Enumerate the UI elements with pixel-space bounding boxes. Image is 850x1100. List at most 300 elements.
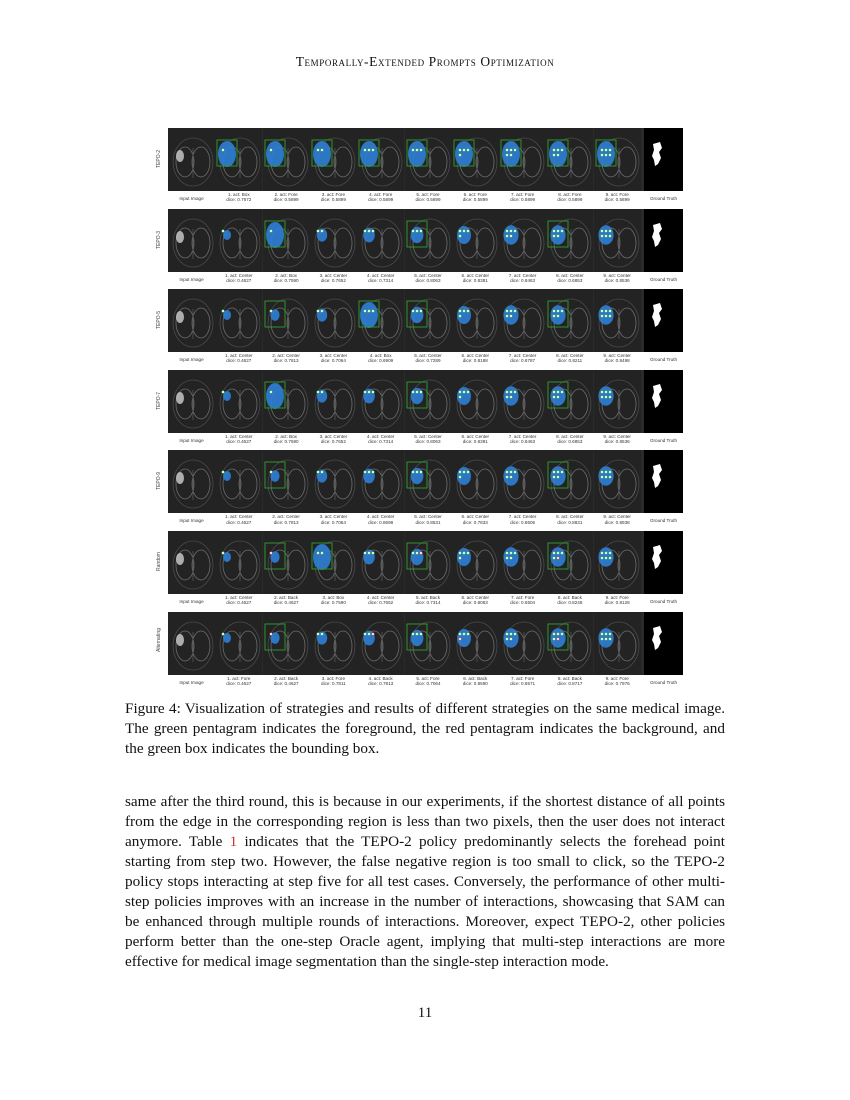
step-segmentation-image [310,612,357,675]
step-image-cell [357,450,404,513]
step-captions [168,595,683,609]
step-caption [263,192,310,202]
paragraph-text-2: indicates that the TEPO-2 policy predominantly selects the forehead point starting from step two. However, the false negative region is too small to click, so the TEPO-2 policy stops interacting at step five for all test cases. Conversely, the performance of other multi-step policies improves with an increase in the number of interactions, showcasing that SAM can be enhanced through multiple rounds of interactions. Moreover, expect TEPO-2, other policies perform better than the one-step Oracle agent, implying that multi-step interactions are more effective for medical image segmentation than the single-step interaction mode. [125,833,725,970]
step-segmentation-image [499,370,546,433]
step-dice-score: dice: 0.7813 [368,680,394,686]
step-image-cell [594,370,641,433]
input-ct-image [168,370,215,433]
step-caption [357,514,404,524]
step-image-cell [310,128,357,191]
ground-truth-mask [644,370,683,433]
step-image-cell [594,209,641,272]
step-image-cell [405,289,452,352]
ground-truth-label: Ground Truth [649,437,678,443]
step-caption [310,676,357,686]
step-image-cell [594,289,641,352]
step-image-cell [546,209,593,272]
step-image-cell [263,209,310,272]
step-image-cell [310,289,357,352]
step-segmentation-image [215,289,262,352]
step-dice-score: dice: 0.4627 [273,600,299,606]
step-caption [405,676,452,686]
step-dice-score: dice: 0.7590 [320,600,346,606]
step-image-cell [310,450,357,513]
step-caption [452,676,499,686]
step-caption [499,676,546,686]
step-caption [263,434,310,444]
step-segmentation-image [405,531,452,594]
step-caption [215,595,262,605]
step-dice-score: dice: 0.7064 [320,358,346,364]
step-dice-score: dice: 0.5899 [320,197,346,203]
step-caption [452,192,499,202]
step-action-label: 3. act: Box [322,594,345,600]
step-action-label: 3. act: Center [319,353,348,359]
ground-truth-mask [644,289,683,352]
step-caption [594,514,641,524]
step-dice-score: dice: 0.5899 [273,197,299,203]
step-action-label: 9. act: Center [603,272,631,278]
step-caption [405,434,452,444]
row-strategy-label: TEPO-2 [156,149,162,168]
step-image-cell [310,370,357,433]
strategy-row [156,209,683,290]
step-segmentation-image [452,289,499,352]
step-dice-score: dice: 0.8717 [557,680,583,686]
strategy-row [156,612,683,693]
step-caption [405,514,452,524]
step-dice-score: dice: 0.8128 [604,600,630,606]
step-image-cell [499,370,546,433]
step-dice-score: dice: 0.8211 [557,358,583,364]
step-segmentation-image [452,612,499,675]
step-caption [452,434,499,444]
step-dice-score: dice: 0.7813 [273,519,299,525]
step-action-label: 1. act: Center [225,433,253,439]
step-caption [357,676,404,686]
step-dice-score: dice: 0.7590 [273,438,299,444]
step-segmentation-image [405,209,452,272]
step-caption [499,192,546,202]
step-segmentation-image [594,370,641,433]
ground-truth-mask [644,531,683,594]
step-segmentation-image [357,612,404,675]
step-captions [168,676,683,690]
step-dice-score: dice: 0.8248 [557,600,583,606]
step-caption [263,273,310,283]
step-dice-score: dice: 0.7652 [320,277,346,283]
step-dice-score: dice: 0.8063 [462,600,488,606]
step-image-cell [357,612,404,675]
ground-truth-cell [644,289,683,352]
step-caption [594,192,641,202]
step-segmentation-image [357,289,404,352]
step-caption [452,273,499,283]
step-image-cell [215,450,262,513]
step-action-label: 2. act: Center [272,353,300,359]
step-segmentation-image [499,209,546,272]
step-dice-score: dice: 0.8536 [604,277,630,283]
step-dice-score: dice: 0.8531 [415,519,441,525]
step-dice-score: dice: 0.8381 [462,438,488,444]
input-ct-image [168,612,215,675]
step-image-cell [405,450,452,513]
step-segmentation-image [215,209,262,272]
step-dice-score: dice: 0.6909 [368,358,394,364]
step-caption [452,595,499,605]
step-dice-score: dice: 0.4627 [226,277,252,283]
step-caption [215,434,262,444]
step-caption [546,595,593,605]
step-segmentation-image [594,289,641,352]
step-dice-score: dice: 0.7813 [273,358,299,364]
step-image-cell [594,531,641,594]
step-image-cell [357,209,404,272]
step-image-cell [546,128,593,191]
step-image-cell [357,289,404,352]
step-dice-score: dice: 0.6787 [510,358,536,364]
step-segmentation-image [215,612,262,675]
strategy-row [156,450,683,531]
step-caption [215,192,262,202]
step-caption [546,676,593,686]
ground-truth-cell [644,450,683,513]
step-action-label: 7. act: Center [508,353,537,359]
step-segmentation-image [263,209,310,272]
ground-truth-cell [644,531,683,594]
step-segmentation-image [546,289,593,352]
step-caption [594,595,641,605]
input-image-cell [168,289,215,352]
step-caption [594,353,641,363]
ground-truth-cell [644,370,683,433]
step-action-label: 7. act: Fore [510,594,535,600]
ground-truth-mask [644,450,683,513]
ground-truth-label: Ground Truth [649,679,678,685]
step-image-cell [452,209,499,272]
step-segmentation-image [405,612,452,675]
step-image-cell [452,370,499,433]
step-caption [405,192,452,202]
step-image-cell [263,370,310,433]
step-caption [310,595,357,605]
step-dice-score: dice: 0.7833 [462,519,488,525]
step-caption [546,273,593,283]
step-dice-score: dice: 0.8498 [604,358,630,364]
step-segmentation-image [263,450,310,513]
input-image-label: Input Image [179,196,204,201]
step-action-label: 8. act: Center [556,353,584,359]
step-action-label: 3. act: Fore [321,675,345,681]
step-action-label: 7. act: Fore [510,675,535,681]
input-ct-image [168,209,215,272]
step-action-label: 8. act: Center [556,272,584,278]
step-segmentation-image [499,450,546,513]
step-segmentation-image [310,370,357,433]
step-segmentation-image [499,289,546,352]
step-caption [357,353,404,363]
step-dice-score: dice: 0.7064 [415,680,441,686]
step-segmentation-image [546,531,593,594]
step-image-cell [215,209,262,272]
input-image-label: Input Image [179,598,204,604]
step-segmentation-image [594,450,641,513]
input-ct-image [168,531,215,594]
step-segmentation-image [405,370,452,433]
step-segmentation-image [215,450,262,513]
step-segmentation-image [452,128,499,191]
step-dice-score: dice: 0.4627 [226,680,252,686]
step-caption [215,353,262,363]
step-image-cell [263,289,310,352]
step-dice-score: dice: 0.8698 [368,519,394,525]
step-action-label: 5. act: Center [414,272,442,278]
step-action-label: 8. act: Back [557,594,582,600]
step-action-label: 6. act: Center [461,594,490,600]
step-action-label: 5. act: Center [414,353,442,359]
step-dice-score: dice: 0.7314 [368,277,394,283]
paragraph-text-1: same after the third round, this is because in our experiments, if the shortest distance of all points from the edge in the corresponding region is less than two pixels, then the user does not interact anymore. Table [125,793,725,850]
step-image-cell [357,370,404,433]
step-action-label: 4. act: Back [368,675,393,681]
step-dice-score: dice: 0.8063 [415,438,441,444]
step-dice-score: dice: 0.5899 [462,197,488,203]
step-caption [405,595,452,605]
step-dice-score: dice: 0.8938 [604,519,630,525]
step-action-label: 9. act: Fore [605,192,629,197]
step-action-label: 1. act: Center [225,272,253,278]
step-image-cell [546,531,593,594]
step-action-label: 9. act: Center [603,353,631,359]
ground-truth-label: Ground Truth [649,598,678,604]
step-segmentation-image [405,450,452,513]
step-captions [168,192,683,206]
input-ct-image [168,128,215,191]
step-action-label: 2. act: Back [274,675,299,681]
running-header: Temporally-Extended Prompts Optimization [295,54,555,69]
step-segmentation-image [452,209,499,272]
step-action-label: 5. act: Fore [416,192,440,197]
step-caption [405,353,452,363]
step-dice-score: dice: 0.4627 [273,680,299,686]
step-dice-score: dice: 0.4627 [226,358,252,364]
step-segmentation-image [594,128,641,191]
step-dice-score: dice: 0.8188 [462,358,488,364]
table-reference-link[interactable]: 1 [229,833,238,850]
step-image-cell [263,450,310,513]
step-image-cell [594,450,641,513]
step-action-label: 1. act: Center [225,594,253,600]
step-segmentation-image [546,209,593,272]
step-caption [357,273,404,283]
ground-truth-label: Ground Truth [649,357,678,363]
step-segmentation-image [546,450,593,513]
input-image-cell [168,450,215,513]
step-action-label: 7. act: Center [508,433,537,439]
step-segmentation-image [215,531,262,594]
step-image-cell [405,531,452,594]
step-image-cell [405,612,452,675]
step-image-cell [263,531,310,594]
step-action-label: 8. act: Back [557,675,582,681]
step-dice-score: dice: 0.8381 [462,277,488,283]
step-captions [168,514,683,528]
figure-caption: Figure 4: Visualization of strategies and results of different strategies on the same medical image. The green pentagram indicates the foreground, the red pentagram indicates the background, and the green box indicates the bounding box. [125,700,725,757]
step-dice-score: dice: 0.7811 [321,680,346,686]
step-image-cell [499,128,546,191]
step-segmentation-image [357,128,404,191]
step-segmentation-image [310,450,357,513]
input-image-label: Input Image [179,679,204,685]
step-caption [263,595,310,605]
step-action-label: 9. act: Fore [605,594,629,600]
step-caption [499,434,546,444]
step-dice-score: dice: 0.5899 [604,197,630,203]
input-image-cell [168,531,215,594]
step-image-cell [263,128,310,191]
step-image-cell [215,370,262,433]
step-dice-score: dice: 0.7652 [320,438,346,444]
step-action-label: 1. act: Center [225,514,253,520]
step-captions [168,353,683,367]
step-image-cell [452,128,499,191]
step-dice-score: dice: 0.8536 [604,438,630,444]
input-ct-image [168,289,215,352]
step-caption [499,353,546,363]
step-image-cell [546,289,593,352]
step-action-label: 2. act: Center [272,514,300,520]
step-caption [594,676,641,686]
step-image-cell [546,612,593,675]
step-image-cell [452,289,499,352]
input-image-label: Input Image [179,518,204,524]
step-action-label: 4. act: Center [366,272,395,278]
strategy-row [156,531,683,612]
step-image-cell [499,531,546,594]
step-caption [310,192,357,202]
ground-truth-mask [644,612,683,675]
step-segmentation-image [405,128,452,191]
step-action-label: 2. act: Box [275,433,297,439]
step-image-cell [499,209,546,272]
step-action-label: 6. act: Center [461,272,490,278]
step-dice-score: dice: 0.5899 [415,197,441,203]
step-action-label: 8. act: Fore [558,192,582,197]
step-image-cell [215,612,262,675]
ground-truth-cell [644,612,683,675]
step-caption [263,353,310,363]
step-action-label: 1. act: Fore [227,675,251,681]
step-image-cell [452,531,499,594]
step-segmentation-image [546,612,593,675]
step-action-label: 9. act: Fore [605,675,629,681]
step-segmentation-image [546,128,593,191]
step-image-cell [499,450,546,513]
step-action-label: 5. act: Center [414,433,442,439]
step-action-label: 7. act: Fore [510,192,535,197]
step-action-label: 5. act: Center [414,514,442,520]
step-action-label: 6. act: Fore [463,192,487,197]
step-image-cell [499,612,546,675]
step-image-cell [452,612,499,675]
step-action-label: 8. act: Center [556,514,584,520]
step-image-cell [594,128,641,191]
step-dice-score: dice: 0.5899 [368,197,394,203]
row-strategy-label: Random [156,552,162,571]
strategy-row [156,128,683,209]
step-image-cell [546,450,593,513]
step-dice-score: dice: 0.4627 [226,519,252,525]
step-image-cell [546,370,593,433]
step-segmentation-image [310,289,357,352]
step-action-label: 3. act: Center [319,514,348,520]
step-caption [594,434,641,444]
step-segmentation-image [263,612,310,675]
ground-truth-cell [644,209,683,272]
input-image-label: Input Image [179,437,204,443]
step-caption [499,595,546,605]
step-action-label: 5. act: Fore [416,675,440,681]
step-dice-score: dice: 0.5899 [510,197,536,203]
step-segmentation-image [263,531,310,594]
strategy-figure [156,128,683,692]
row-strategy-label: TEPO-7 [156,391,162,410]
step-image-cell [215,531,262,594]
step-action-label: 5. act: Back [415,594,440,600]
step-segmentation-image [357,450,404,513]
step-segmentation-image [310,209,357,272]
step-dice-score: dice: 0.8463 [510,438,536,444]
step-dice-score: dice: 0.6853 [557,277,583,283]
step-image-cell [594,612,641,675]
step-image-cell [357,128,404,191]
step-caption [263,676,310,686]
page-number: 11 [417,1005,433,1021]
strategy-row [156,370,683,451]
step-caption [357,434,404,444]
step-action-label: 3. act: Center [319,272,348,278]
step-action-label: 6. act: Center [461,433,490,439]
ground-truth-mask [644,128,683,191]
input-image-cell [168,612,215,675]
input-image-cell [168,370,215,433]
step-dice-score: dice: 0.7064 [320,519,346,525]
step-image-cell [405,209,452,272]
step-segmentation-image [215,128,262,191]
step-action-label: 6. act: Center [461,353,490,359]
step-caption [499,514,546,524]
input-image-cell [168,209,215,272]
step-dice-score: dice: 0.8605 [510,519,536,525]
ground-truth-label: Ground Truth [649,196,678,201]
step-segmentation-image [357,531,404,594]
step-segmentation-image [357,370,404,433]
step-dice-score: dice: 0.7976 [604,680,630,686]
step-action-label: 4. act: Box [369,353,392,359]
step-action-label: 4. act: Center [366,514,395,520]
step-caption [215,676,262,686]
step-action-label: 4. act: Fore [369,192,393,197]
step-segmentation-image [310,531,357,594]
step-segmentation-image [499,531,546,594]
step-dice-score: dice: 0.7672 [226,197,252,203]
step-image-cell [215,289,262,352]
step-caption [546,514,593,524]
step-segmentation-image [452,450,499,513]
step-caption [357,192,404,202]
step-image-cell [357,531,404,594]
input-ct-image [168,450,215,513]
